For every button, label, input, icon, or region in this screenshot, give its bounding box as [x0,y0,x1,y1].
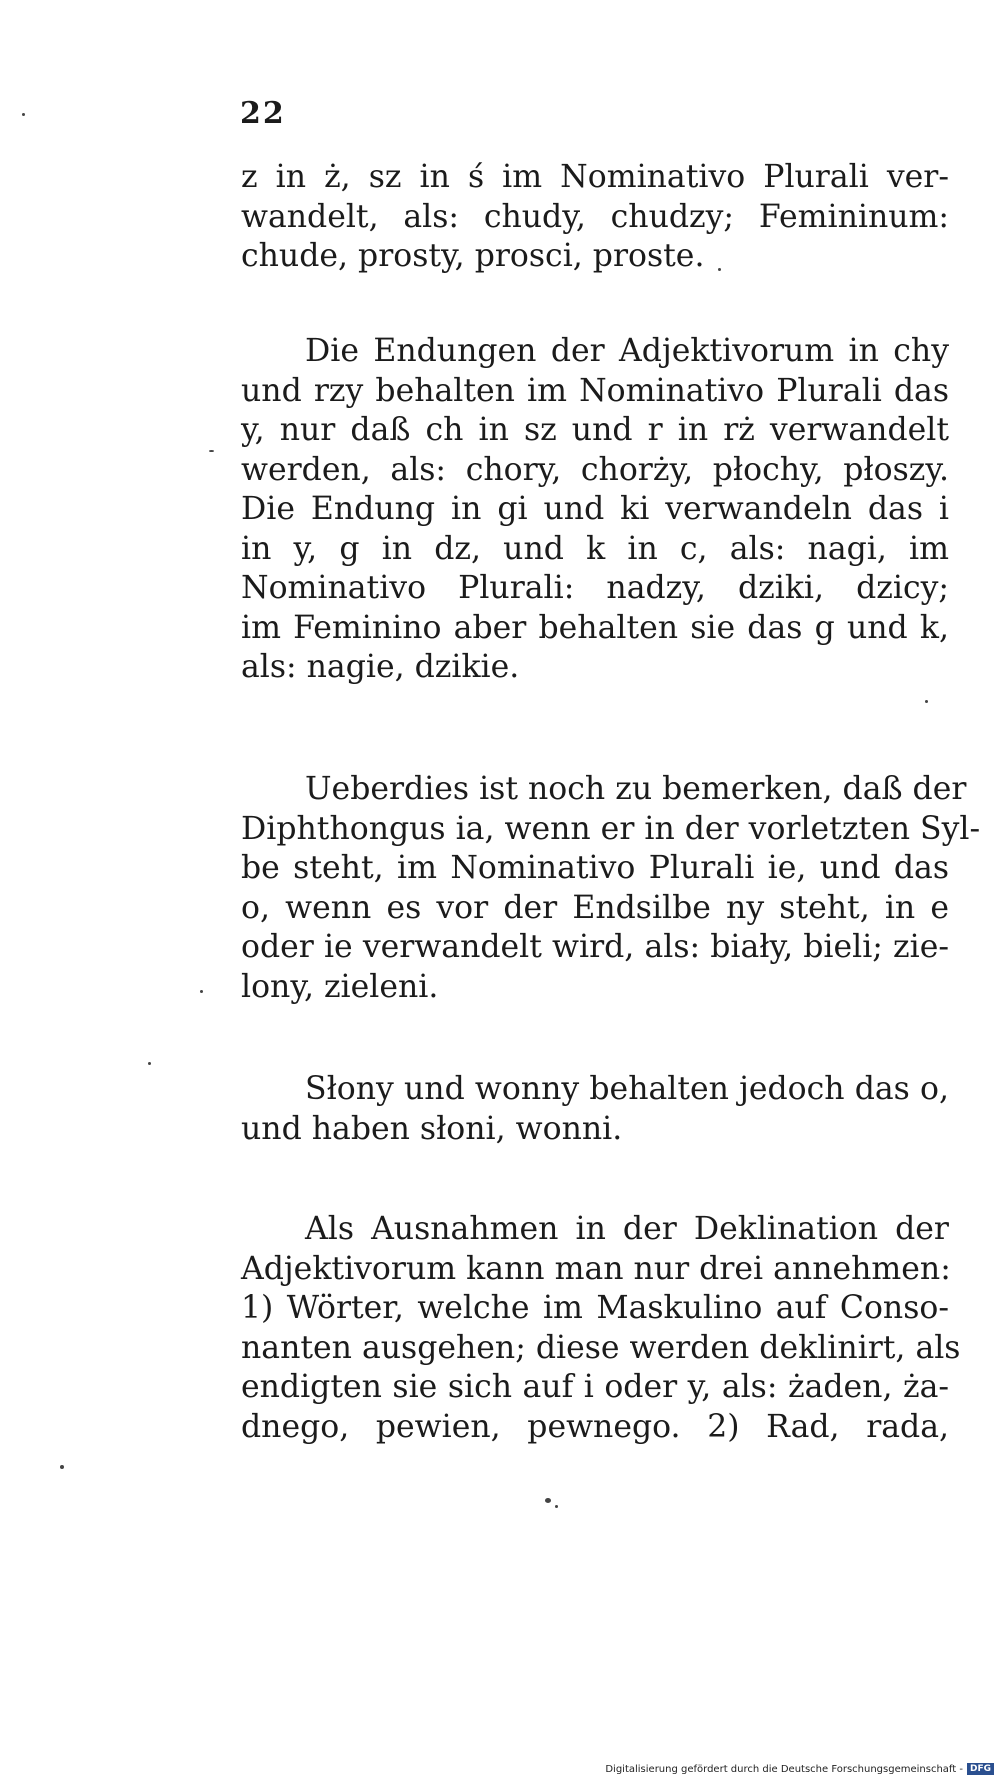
text-line: Ueberdies ist noch zu bemerken, daß der [305,771,967,807]
digitization-footer [605,1763,994,1775]
paragraph-5 [241,1210,961,1447]
text-line: und rzy behalten im Nominativo Plurali das [241,372,949,409]
paragraph-4 [241,1070,949,1149]
text-line: und haben słoni, wonni. [241,1110,623,1147]
scan-speck [209,450,214,452]
text-line: wandelt, als: chudy, chudzy; Femininum: [241,198,949,235]
text-line: Nominativo Plurali: nadzy, dziki, dzicy; [241,570,949,606]
text-line: endigten sie sich auf i oder y, als: żaden, ża- [241,1369,949,1405]
footer-text: Digitalisierung gefördert durch die Deutsche Forschungsgemeinschaft - [605,1763,963,1775]
scan-speck [22,113,25,116]
text-line: y, nur daß ch in sz und r in rż verwandelt [241,412,949,448]
text-line: Adjektivorum kann man nur drei annehmen: [241,1250,951,1287]
dfg-logo: DFG [967,1763,994,1775]
text-line: nanten ausgehen; diese werden deklinirt, als [241,1329,961,1366]
text-line: chude, prosty, prosci, proste. [241,238,705,274]
text-line: in y, g in dz, und k in c, als: nagi, im [241,530,949,567]
text-line: Diphthongus ia, wenn er in der vorletzten Syl- [241,810,981,847]
paragraph-3 [241,770,981,1007]
text-line: im Feminino aber behalten sie das g und k, [241,609,949,646]
text-line: dnego, pewien, pewnego. 2) Rad, rada, [241,1408,949,1445]
text-line: als: nagie, dzikie. [241,649,520,685]
text-line: oder ie verwandelt wird, als: biały, bieli; zie- [241,929,949,965]
scan-speck [148,1062,151,1065]
text-line: lony, zieleni. [241,968,439,1005]
text-line: z in ż, sz in ś im Nominativo Plurali ver- [241,159,949,195]
text-line: Słony und wonny behalten jedoch das o, [305,1071,949,1107]
paragraph-2 [241,332,949,688]
scan-speck [718,268,721,271]
text-line: o, wenn es vor der Endsilbe ny steht, in e [241,889,949,926]
scan-speck [555,1505,558,1508]
text-line: Die Endungen der Adjektivorum in chy [305,333,949,369]
text-line: werden, als: chory, chorży, płochy, płoszy. [241,451,949,488]
text-line: Als Ausnahmen in der Deklination der [305,1211,949,1247]
scan-speck [925,700,928,703]
text-line: 1) Wörter, welche im Maskulino auf Conso- [241,1290,949,1326]
scan-speck [545,1498,551,1503]
paragraph-1 [241,158,949,277]
scan-speck [60,1465,64,1469]
page-number: 22 [240,96,286,131]
scan-speck [200,990,203,993]
text-line: Die Endung in gi und ki verwandeln das i [241,491,949,527]
text-line: be steht, im Nominativo Plurali ie, und das [241,850,949,886]
